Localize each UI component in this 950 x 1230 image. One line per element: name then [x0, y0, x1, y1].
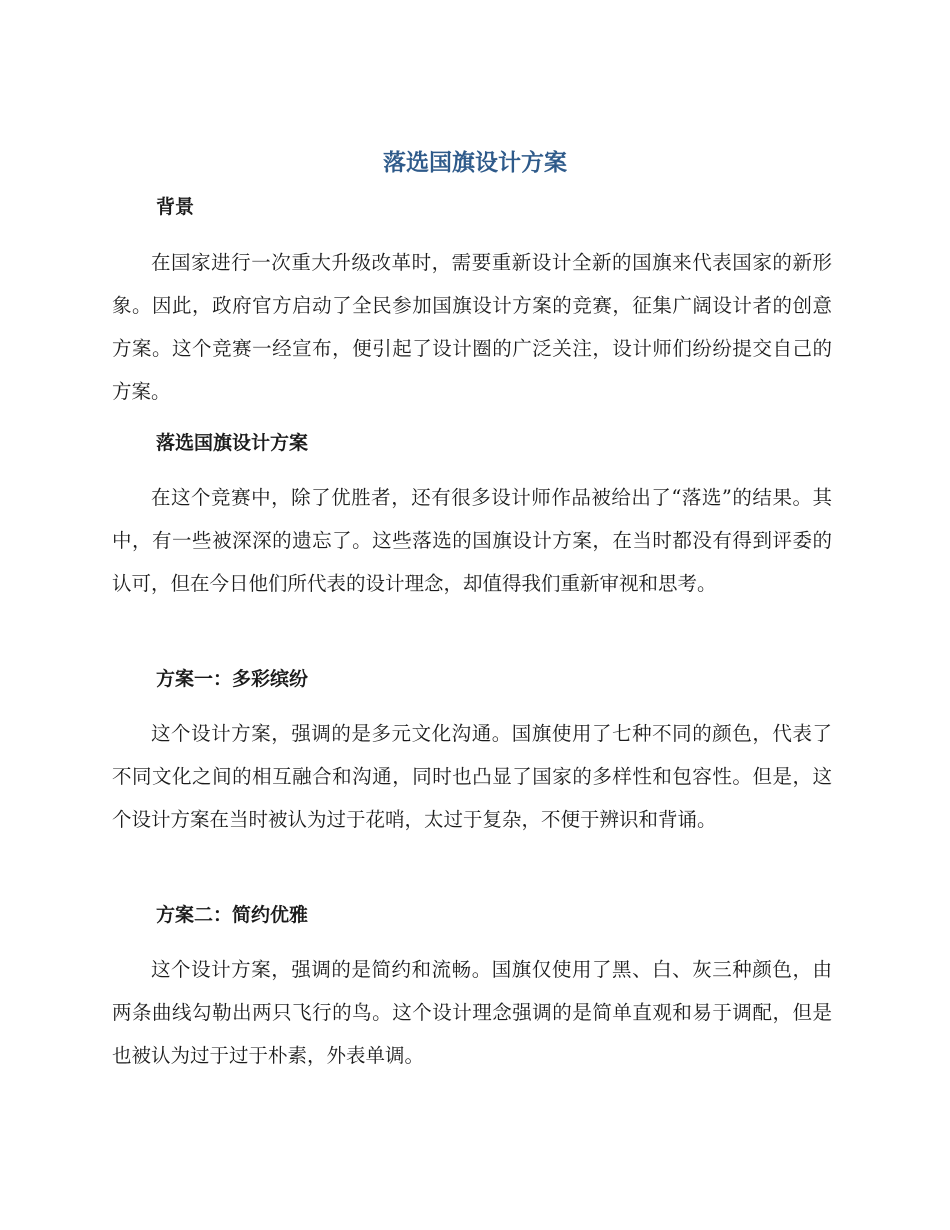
section-heading-plan-two: 方案二：简约优雅: [156, 904, 309, 926]
section-paragraph-rejected-designs: 在这个竞赛中，除了优胜者，还有很多设计师作品被给出了“落选”的结果。其中，有一些被深深的遗忘了。这些落选的国旗设计方案，在当时都没有得到评委的认可，但在今日他们所代表的设计理念，却值得我们重新审视和思考。: [112, 486, 832, 595]
document-title: 落选国旗设计方案: [383, 150, 567, 176]
section-paragraph-plan-two: 这个设计方案，强调的是简约和流畅。国旗仅使用了黑、白、灰三种颜色，由两条曲线勾勒出两只飞行的鸟。这个设计理念强调的是简单直观和易于调配，但是也被认为过于过于朴素，外表单调。: [112, 958, 832, 1067]
section-heading-rejected-designs: 落选国旗设计方案: [156, 432, 309, 454]
section-paragraph-background: 在国家进行一次重大升级改革时，需要重新设计全新的国旗来代表国家的新形象。因此，政府官方启动了全民参加国旗设计方案的竞赛，征集广阔设计者的创意方案。这个竞赛一经宣布，便引起了设计圈的广泛关注，设计师们纷纷提交自己的方案。: [112, 251, 832, 403]
section-heading-background: 背景: [156, 196, 195, 218]
section-paragraph-plan-one: 这个设计方案，强调的是多元文化沟通。国旗使用了七种不同的颜色，代表了不同文化之间的相互融合和沟通，同时也凸显了国家的多样性和包容性。但是，这个设计方案在当时被认为过于花哨，太过于复杂，不便于辨识和背诵。: [112, 722, 832, 831]
section-heading-plan-one: 方案一：多彩缤纷: [156, 668, 309, 690]
